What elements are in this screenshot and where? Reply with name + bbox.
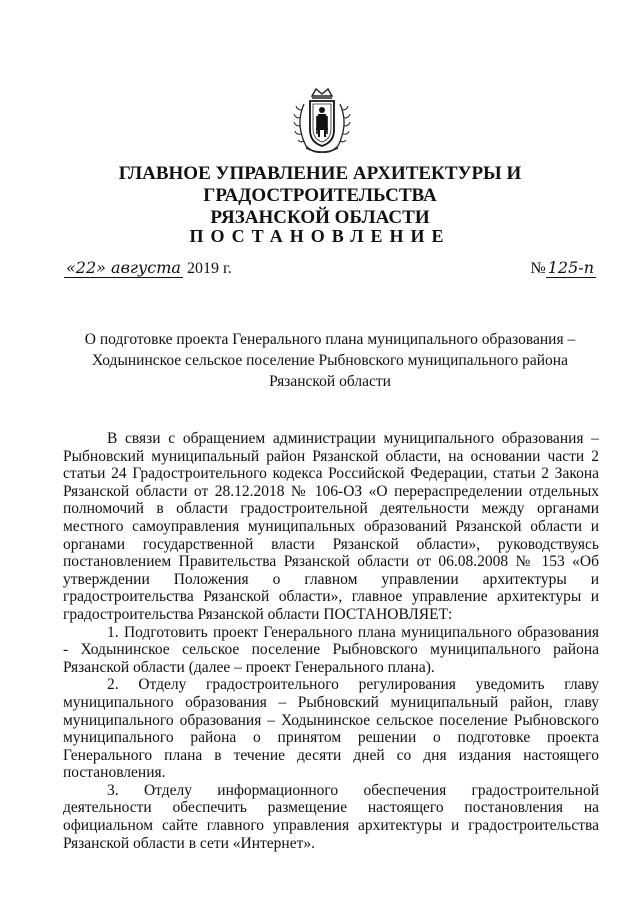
document-body (63, 430, 599, 852)
number-prefix: № (530, 260, 546, 277)
document-subject (70, 329, 590, 392)
date-close-quote: » (96, 258, 106, 277)
date-handwritten (64, 258, 183, 278)
body-item-2: 2. Отделу градостроительного регулирования уведомить главу муниципального образования – Рыбновский муниципальный район, главу муниципального образования – Ходынинское сельское поселение Рыбновского муниципального района о принятом решении о подготовке проекта Генерального плана в течение десяти дней со дня издания настоящего постановления. (63, 676, 599, 782)
organization-name (40, 163, 600, 229)
document-number (530, 258, 596, 278)
body-item-3: 3. Отделу информационного обеспечения градостроительной деятельности обеспечить размещение настоящего постановления на официальном сайте главного управления архитектуры и градостроительства Рязанской области в сети «Интернет». (63, 781, 599, 852)
subject-line-2: Ходынинское сельское поселение Рыбновского муниципального района (92, 352, 568, 369)
body-item-1: 1. Подготовить проект Генерального плана муниципального образования - Ходынинское сельское поселение Рыбновского муниципального района Рязанской области (далее – проект Генерального плана). (63, 623, 599, 676)
document-date (64, 258, 232, 278)
date-year: 2019 г. (186, 260, 232, 277)
date-day: 22 (75, 258, 97, 277)
date-open-quote: « (66, 258, 76, 277)
date-month: августа (111, 258, 181, 277)
body-intro: В связи с обращением администрации муниципального образования – Рыбновский муниципальный район Рязанской области, на основании части 2 статьи 24 Градостроительного кодекса Российской Федерации, статьи 2 Закона Рязанской области от 28.12.2018 № 106-ОЗ «О перераспределении отдельных полномочий в области градостроительной деятельности между органами местного самоуправления муниципальных образований Рязанской области и органами государственной власти Рязанской области», руководствуясь постановлением Правительства Рязанской области от 06.08.2008 № 153 «Об утверждении Положения о главном управлении архитектуры и градостроительства Рязанской области», главное управление архитектуры и градостроительства Рязанской области ПОСТАНОВЛЯЕТ: (63, 430, 599, 623)
organization-line-2: РЯЗАНСКОЙ ОБЛАСТИ (210, 207, 430, 228)
number-value: 125-п (547, 258, 594, 277)
organization-line-1: ГЛАВНОЕ УПРАВЛЕНИЕ АРХИТЕКТУРЫ И ГРАДОСТРОИТЕЛЬСТВА (118, 163, 522, 206)
subject-line-1: О подготовке проекта Генерального плана муниципального образования – (84, 331, 576, 348)
document-title: ПОСТАНОВЛЕНИЕ (189, 226, 451, 246)
coat-of-arms-icon (292, 86, 352, 158)
subject-line-3: Рязанской области (269, 373, 391, 390)
